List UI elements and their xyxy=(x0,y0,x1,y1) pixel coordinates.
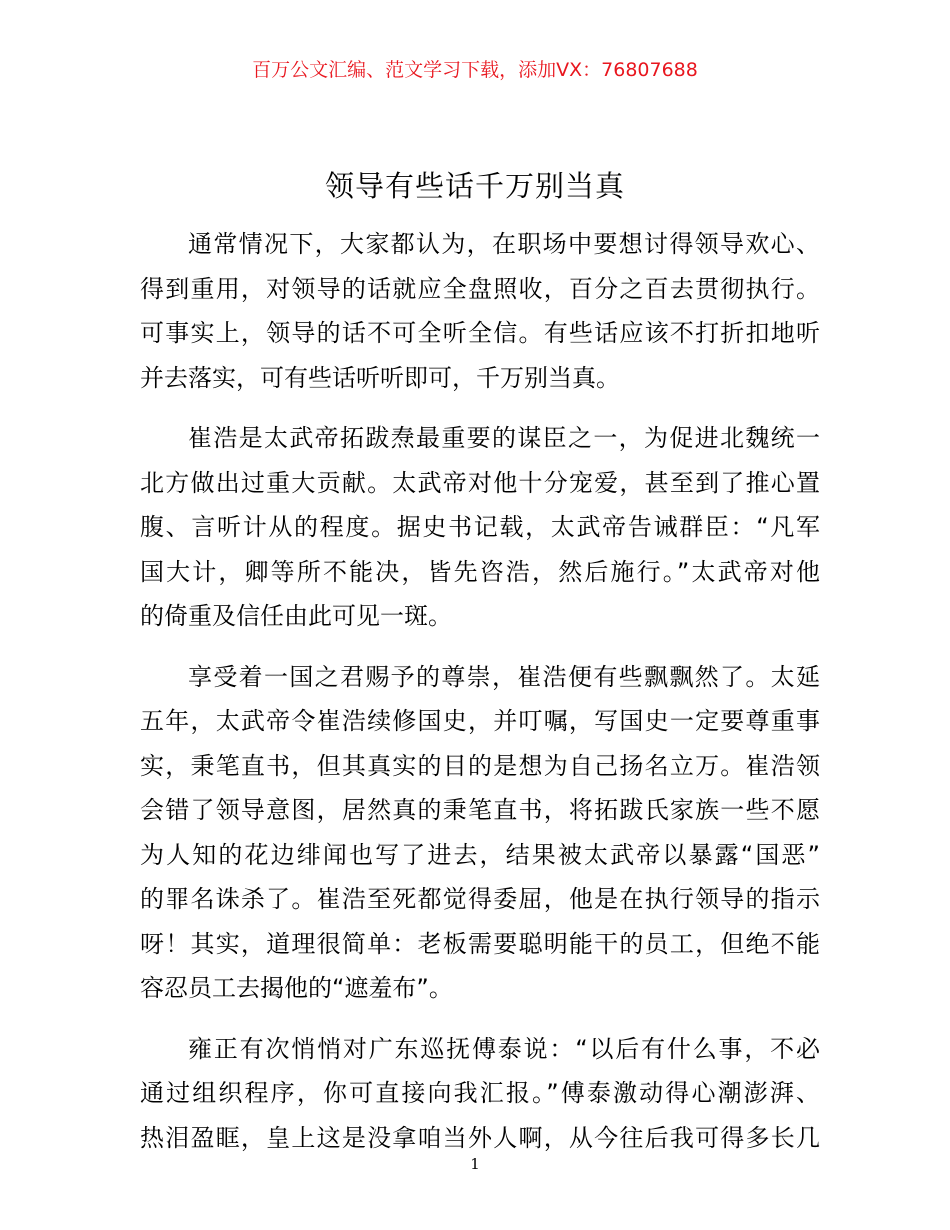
paragraph-line: 北方做出过重大贡献。太武帝对他十分宠爱，甚至到了推心置 xyxy=(140,468,820,497)
paragraph-line: 并去落实，可有些话听听即可，千万别当真。 xyxy=(140,363,620,392)
document-title: 领导有些话千万别当真 xyxy=(324,169,625,203)
paragraph-1 xyxy=(140,222,820,400)
paragraph-line: 实，秉笔直书，但其真实的目的是想为自己扬名立万。崔浩领 xyxy=(140,751,820,780)
paragraph-2 xyxy=(140,416,820,639)
paragraph-line: 呀！其实，道理很简单：老板需要聪明能干的员工，但绝不能 xyxy=(140,929,820,958)
paragraph-line: 得到重用，对领导的话就应全盘照收，百分之百去贯彻执行。 xyxy=(140,274,820,303)
paragraph-line: 可事实上，领导的话不可全听全信。有些话应该不打折扣地听 xyxy=(140,319,820,347)
header-notice: 百万公文汇编、范文学习下载，添加VX：76807688 xyxy=(252,59,698,81)
paragraph-line: 享受着一国之君赐予的尊崇，崔浩便有些飘飘然了。太延 xyxy=(188,662,820,691)
paragraph-line: 的倚重及信任由此可见一斑。 xyxy=(140,602,452,630)
paragraph-line: 为人知的花边绯闻也写了进去，结果被太武帝以暴露“国恶” xyxy=(140,840,820,869)
paragraph-line: 通常情况下，大家都认为，在职场中要想讨得领导欢心、 xyxy=(188,230,820,258)
page-number: 1 xyxy=(470,1155,480,1173)
paragraph-line: 雍正有次悄悄对广东巡抚傅泰说：“以后有什么事，不必 xyxy=(188,1034,820,1063)
paragraph-line: 通过组织程序，你可直接向我汇报。”傅泰激动得心潮澎湃、 xyxy=(140,1079,820,1107)
paragraph-line: 热泪盈眶，皇上这是没拿咱当外人啊，从今往后我可得多长几 xyxy=(140,1123,820,1152)
document-body xyxy=(140,222,820,1176)
paragraph-line: 腹、言听计从的程度。据史书记载，太武帝告诫群臣：“凡军 xyxy=(140,513,820,541)
paragraph-line: 会错了领导意图，居然真的秉笔直书，将拓跋氏家族一些不愿 xyxy=(140,796,820,824)
paragraph-4 xyxy=(140,1027,820,1161)
paragraph-3 xyxy=(140,655,820,1011)
paragraph-line: 五年，太武帝令崔浩续修国史，并叮嘱，写国史一定要尊重事 xyxy=(140,707,820,735)
paragraph-line: 崔浩是太武帝拓跋焘最重要的谋臣之一，为促进北魏统一 xyxy=(188,424,820,452)
paragraph-line: 的罪名诛杀了。崔浩至死都觉得委屈，他是在执行领导的指示 xyxy=(140,885,820,913)
paragraph-line: 国大计，卿等所不能决，皆先咨浩，然后施行。”太武帝对他 xyxy=(140,557,820,586)
paragraph-line: 容忍员工去揭他的“遮羞布”。 xyxy=(140,974,453,1002)
